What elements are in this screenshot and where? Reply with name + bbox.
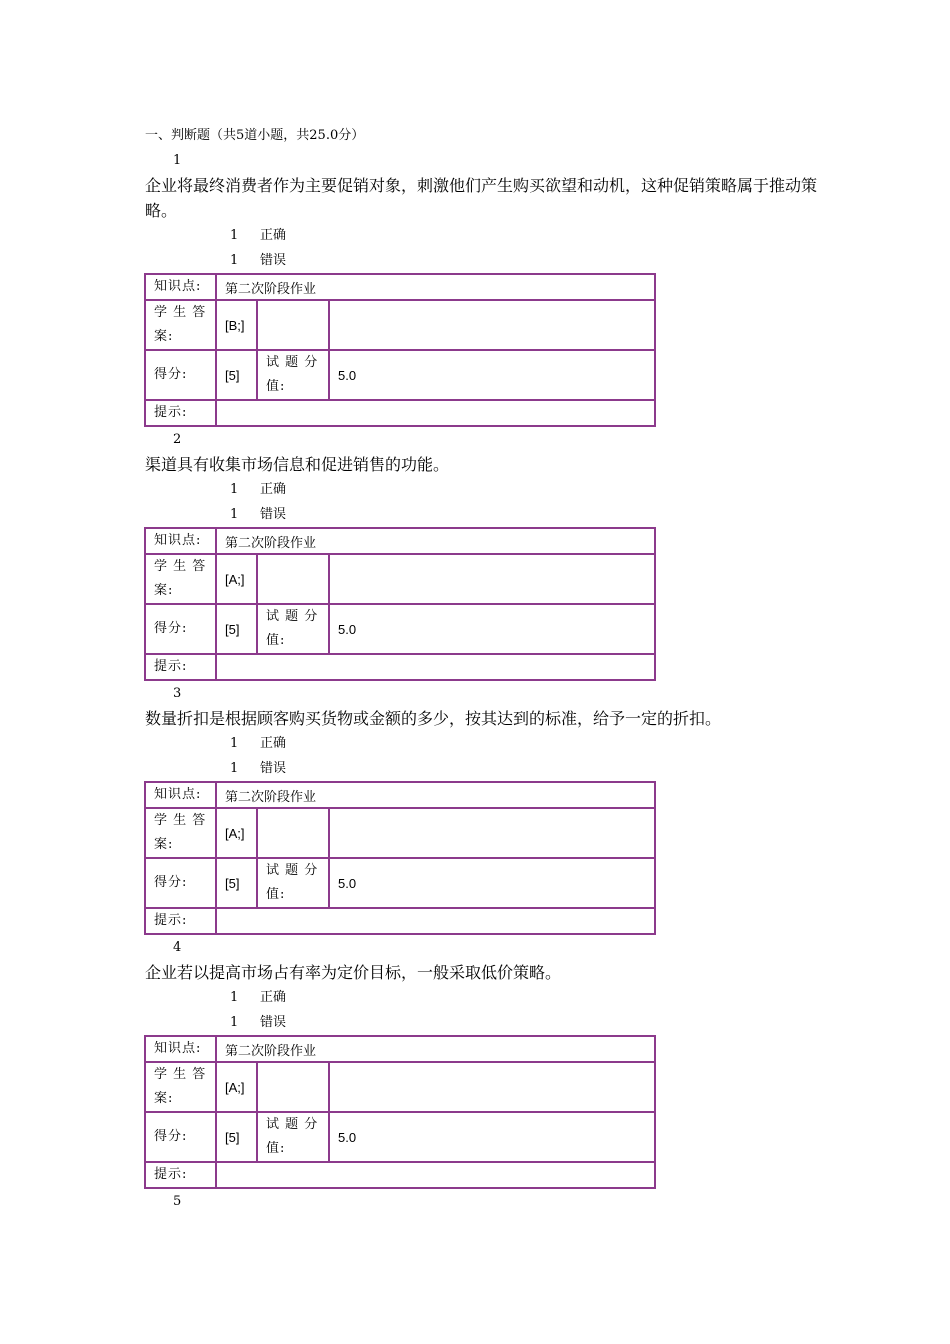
empty-cell xyxy=(257,554,329,604)
question-number: 4 xyxy=(173,940,182,955)
option-false[interactable] xyxy=(145,502,845,527)
knowledge-label: 知识点: xyxy=(145,782,216,808)
option-marker: 1 xyxy=(230,761,239,776)
question-number: 3 xyxy=(173,686,182,701)
empty-cell xyxy=(257,1062,329,1112)
score-label: 得分: xyxy=(145,1112,216,1162)
student-answer-value: [A;] xyxy=(216,1062,257,1112)
answer-info-table xyxy=(144,1035,656,1189)
option-label: 错误 xyxy=(260,253,287,268)
empty-cell xyxy=(329,808,655,858)
option-marker: 1 xyxy=(230,253,239,268)
score-value: [5] xyxy=(216,1112,257,1162)
hint-value xyxy=(216,908,655,934)
knowledge-value: 第二次阶段作业 xyxy=(216,782,655,808)
student-answer-label: 学 生 答 案: xyxy=(145,300,216,350)
option-marker: 1 xyxy=(230,1015,239,1030)
empty-cell xyxy=(329,1062,655,1112)
option-marker: 1 xyxy=(230,482,239,497)
knowledge-value: 第二次阶段作业 xyxy=(216,274,655,300)
question-1 xyxy=(145,148,845,427)
hint-label: 提示: xyxy=(145,400,216,426)
student-answer-value: [A;] xyxy=(216,554,257,604)
option-label: 正确 xyxy=(260,228,287,243)
option-true[interactable] xyxy=(145,731,845,756)
option-false[interactable] xyxy=(145,248,845,273)
option-label: 错误 xyxy=(260,507,287,522)
option-label: 错误 xyxy=(260,761,287,776)
knowledge-label: 知识点: xyxy=(145,528,216,554)
item-value: 5.0 xyxy=(329,1112,655,1162)
item-value-label: 试 题 分 值: xyxy=(257,350,329,400)
question-2 xyxy=(145,427,845,681)
question-text: 渠道具有收集市场信息和促进销售的功能。 xyxy=(145,455,450,474)
section-title: 一、判断题（共5道小题，共25.0分） xyxy=(145,128,365,143)
question-number: 1 xyxy=(173,153,182,168)
empty-cell xyxy=(329,300,655,350)
item-value: 5.0 xyxy=(329,350,655,400)
question-number: 5 xyxy=(173,1194,182,1209)
question-text: 企业若以提高市场占有率为定价目标，一般采取低价策略。 xyxy=(145,963,562,982)
score-value: [5] xyxy=(216,604,257,654)
hint-label: 提示: xyxy=(145,908,216,934)
knowledge-label: 知识点: xyxy=(145,274,216,300)
student-answer-value: [B;] xyxy=(216,300,257,350)
option-marker: 1 xyxy=(230,228,239,243)
hint-label: 提示: xyxy=(145,1162,216,1188)
answer-info-table xyxy=(144,273,656,427)
question-text: 数量折扣是根据顾客购买货物或金额的多少，按其达到的标准，给予一定的折扣。 xyxy=(145,709,722,728)
score-value: [5] xyxy=(216,350,257,400)
option-label: 错误 xyxy=(260,1015,287,1030)
hint-value xyxy=(216,654,655,680)
knowledge-value: 第二次阶段作业 xyxy=(216,528,655,554)
question-4 xyxy=(145,935,845,1189)
answer-info-table xyxy=(144,781,656,935)
option-true[interactable] xyxy=(145,223,845,248)
hint-value xyxy=(216,1162,655,1188)
hint-value xyxy=(216,400,655,426)
question-number: 2 xyxy=(173,432,182,447)
option-marker: 1 xyxy=(230,507,239,522)
score-label: 得分: xyxy=(145,858,216,908)
answer-info-table xyxy=(144,527,656,681)
knowledge-value: 第二次阶段作业 xyxy=(216,1036,655,1062)
student-answer-label: 学 生 答 案: xyxy=(145,808,216,858)
page-content xyxy=(145,123,845,1214)
item-value-label: 试 题 分 值: xyxy=(257,604,329,654)
empty-cell xyxy=(257,808,329,858)
option-true[interactable] xyxy=(145,985,845,1010)
student-answer-label: 学 生 答 案: xyxy=(145,1062,216,1112)
knowledge-label: 知识点: xyxy=(145,1036,216,1062)
item-value: 5.0 xyxy=(329,858,655,908)
empty-cell xyxy=(257,300,329,350)
option-false[interactable] xyxy=(145,756,845,781)
student-answer-label: 学 生 答 案: xyxy=(145,554,216,604)
option-marker: 1 xyxy=(230,736,239,751)
student-answer-value: [A;] xyxy=(216,808,257,858)
score-label: 得分: xyxy=(145,604,216,654)
empty-cell xyxy=(329,554,655,604)
item-value: 5.0 xyxy=(329,604,655,654)
question-text: 企业将最终消费者作为主要促销对象，刺激他们产生购买欲望和动机，这种促销策略属于推动策略。 xyxy=(145,176,818,220)
question-3 xyxy=(145,681,845,935)
option-true[interactable] xyxy=(145,477,845,502)
option-label: 正确 xyxy=(260,990,287,1005)
hint-label: 提示: xyxy=(145,654,216,680)
question-5 xyxy=(145,1189,845,1214)
item-value-label: 试 题 分 值: xyxy=(257,1112,329,1162)
item-value-label: 试 题 分 值: xyxy=(257,858,329,908)
option-label: 正确 xyxy=(260,482,287,497)
score-label: 得分: xyxy=(145,350,216,400)
option-marker: 1 xyxy=(230,990,239,1005)
option-false[interactable] xyxy=(145,1010,845,1035)
score-value: [5] xyxy=(216,858,257,908)
option-label: 正确 xyxy=(260,736,287,751)
